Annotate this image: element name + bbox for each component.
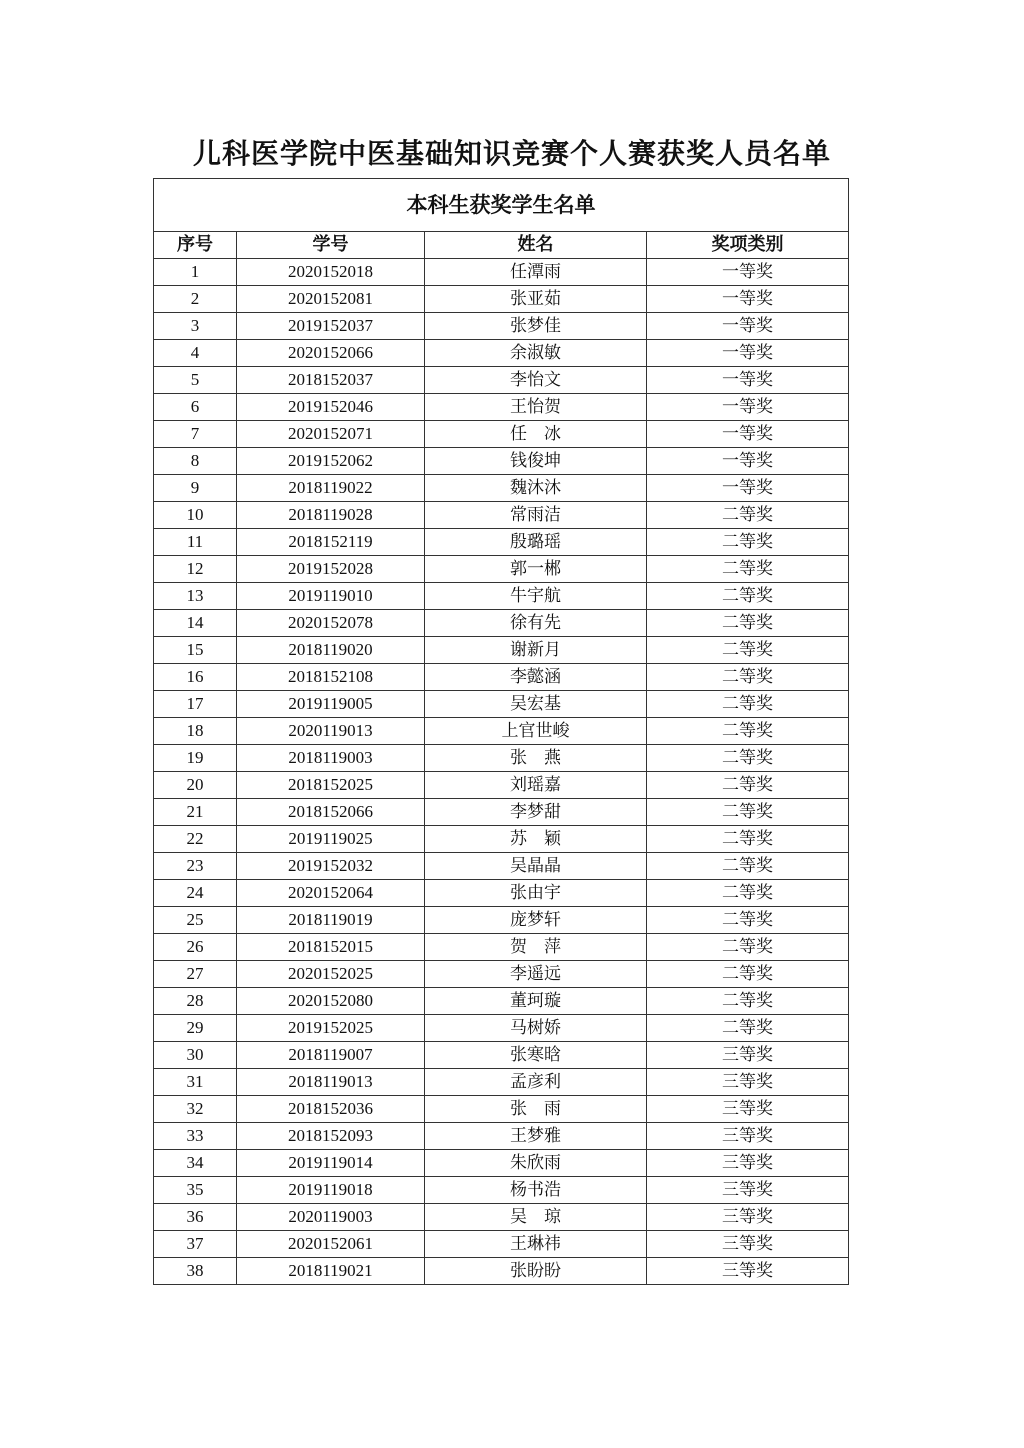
row-index: 11 bbox=[154, 529, 237, 556]
row-index: 18 bbox=[154, 718, 237, 745]
student-name: 苏 颖 bbox=[425, 826, 647, 853]
award-category: 一等奖 bbox=[647, 259, 849, 286]
table-row bbox=[154, 448, 849, 475]
row-index: 12 bbox=[154, 556, 237, 583]
student-name: 李怡文 bbox=[425, 367, 647, 394]
student-id: 2019119005 bbox=[237, 691, 425, 718]
row-index: 1 bbox=[154, 259, 237, 286]
student-name: 王梦雅 bbox=[425, 1123, 647, 1150]
student-name: 张由宇 bbox=[425, 880, 647, 907]
table-row bbox=[154, 556, 849, 583]
row-index: 15 bbox=[154, 637, 237, 664]
row-index: 29 bbox=[154, 1015, 237, 1042]
student-id: 2019152046 bbox=[237, 394, 425, 421]
table-row bbox=[154, 907, 849, 934]
student-name: 余淑敏 bbox=[425, 340, 647, 367]
award-category: 二等奖 bbox=[647, 745, 849, 772]
award-category: 二等奖 bbox=[647, 583, 849, 610]
student-id: 2018152037 bbox=[237, 367, 425, 394]
award-category: 二等奖 bbox=[647, 880, 849, 907]
student-id: 2020119003 bbox=[237, 1204, 425, 1231]
student-name: 贺 萍 bbox=[425, 934, 647, 961]
award-category: 二等奖 bbox=[647, 1015, 849, 1042]
student-id: 2018152015 bbox=[237, 934, 425, 961]
row-index: 14 bbox=[154, 610, 237, 637]
student-id: 2018152119 bbox=[237, 529, 425, 556]
student-id: 2019152028 bbox=[237, 556, 425, 583]
row-index: 20 bbox=[154, 772, 237, 799]
row-index: 4 bbox=[154, 340, 237, 367]
student-name: 殷璐瑶 bbox=[425, 529, 647, 556]
student-name: 张 燕 bbox=[425, 745, 647, 772]
student-id: 2019119018 bbox=[237, 1177, 425, 1204]
row-index: 38 bbox=[154, 1258, 237, 1285]
student-id: 2020152078 bbox=[237, 610, 425, 637]
student-name: 马树娇 bbox=[425, 1015, 647, 1042]
student-name: 刘瑶嘉 bbox=[425, 772, 647, 799]
student-name: 李遥远 bbox=[425, 961, 647, 988]
award-category: 二等奖 bbox=[647, 718, 849, 745]
table-row bbox=[154, 826, 849, 853]
row-index: 2 bbox=[154, 286, 237, 313]
row-index: 6 bbox=[154, 394, 237, 421]
award-category: 一等奖 bbox=[647, 367, 849, 394]
row-index: 3 bbox=[154, 313, 237, 340]
student-id: 2020152025 bbox=[237, 961, 425, 988]
column-header-row bbox=[154, 232, 849, 259]
award-category: 二等奖 bbox=[647, 853, 849, 880]
award-category: 二等奖 bbox=[647, 529, 849, 556]
table-row bbox=[154, 259, 849, 286]
student-id: 2018152066 bbox=[237, 799, 425, 826]
award-category: 二等奖 bbox=[647, 637, 849, 664]
table-row bbox=[154, 988, 849, 1015]
award-table-container bbox=[153, 178, 848, 1285]
student-name: 常雨洁 bbox=[425, 502, 647, 529]
student-name: 董珂璇 bbox=[425, 988, 647, 1015]
row-index: 28 bbox=[154, 988, 237, 1015]
row-index: 10 bbox=[154, 502, 237, 529]
award-category: 一等奖 bbox=[647, 421, 849, 448]
column-header-award: 奖项类别 bbox=[647, 232, 849, 259]
student-name: 徐有先 bbox=[425, 610, 647, 637]
award-category: 三等奖 bbox=[647, 1069, 849, 1096]
student-name: 任潭雨 bbox=[425, 259, 647, 286]
student-id: 2018119022 bbox=[237, 475, 425, 502]
table-row bbox=[154, 1204, 849, 1231]
award-category: 二等奖 bbox=[647, 664, 849, 691]
row-index: 26 bbox=[154, 934, 237, 961]
student-id: 2020119013 bbox=[237, 718, 425, 745]
award-category: 二等奖 bbox=[647, 961, 849, 988]
row-index: 21 bbox=[154, 799, 237, 826]
student-id: 2020152081 bbox=[237, 286, 425, 313]
student-name: 钱俊坤 bbox=[425, 448, 647, 475]
award-category: 三等奖 bbox=[647, 1204, 849, 1231]
row-index: 17 bbox=[154, 691, 237, 718]
student-name: 庞梦轩 bbox=[425, 907, 647, 934]
student-id: 2019152062 bbox=[237, 448, 425, 475]
row-index: 24 bbox=[154, 880, 237, 907]
award-category: 二等奖 bbox=[647, 934, 849, 961]
table-row bbox=[154, 1150, 849, 1177]
row-index: 13 bbox=[154, 583, 237, 610]
table-body bbox=[154, 259, 849, 1285]
student-name: 上官世峻 bbox=[425, 718, 647, 745]
table-row bbox=[154, 1042, 849, 1069]
student-name: 吴宏基 bbox=[425, 691, 647, 718]
student-id: 2020152080 bbox=[237, 988, 425, 1015]
table-row bbox=[154, 1096, 849, 1123]
table-row bbox=[154, 718, 849, 745]
student-name: 牛宇航 bbox=[425, 583, 647, 610]
table-row bbox=[154, 313, 849, 340]
row-index: 5 bbox=[154, 367, 237, 394]
student-id: 2018119021 bbox=[237, 1258, 425, 1285]
student-name: 杨书浩 bbox=[425, 1177, 647, 1204]
row-index: 25 bbox=[154, 907, 237, 934]
row-index: 36 bbox=[154, 1204, 237, 1231]
row-index: 22 bbox=[154, 826, 237, 853]
section-title-row bbox=[154, 179, 849, 232]
student-id: 2018119028 bbox=[237, 502, 425, 529]
award-category: 二等奖 bbox=[647, 988, 849, 1015]
row-index: 34 bbox=[154, 1150, 237, 1177]
row-index: 31 bbox=[154, 1069, 237, 1096]
table-row bbox=[154, 1231, 849, 1258]
student-id: 2020152066 bbox=[237, 340, 425, 367]
table-row bbox=[154, 1069, 849, 1096]
award-category: 三等奖 bbox=[647, 1123, 849, 1150]
award-category: 三等奖 bbox=[647, 1096, 849, 1123]
table-row bbox=[154, 1258, 849, 1285]
award-category: 三等奖 bbox=[647, 1042, 849, 1069]
document-title: 儿科医学院中医基础知识竞赛个人赛获奖人员名单 bbox=[192, 137, 831, 170]
table-row bbox=[154, 583, 849, 610]
table-row bbox=[154, 394, 849, 421]
student-name: 朱欣雨 bbox=[425, 1150, 647, 1177]
student-id: 2018152036 bbox=[237, 1096, 425, 1123]
row-index: 30 bbox=[154, 1042, 237, 1069]
column-header-student-id: 学号 bbox=[237, 232, 425, 259]
table-row bbox=[154, 529, 849, 556]
table-row bbox=[154, 340, 849, 367]
award-category: 三等奖 bbox=[647, 1177, 849, 1204]
table-row bbox=[154, 286, 849, 313]
column-header-index: 序号 bbox=[154, 232, 237, 259]
student-name: 谢新月 bbox=[425, 637, 647, 664]
award-category: 一等奖 bbox=[647, 448, 849, 475]
student-id: 2019152032 bbox=[237, 853, 425, 880]
award-category: 一等奖 bbox=[647, 475, 849, 502]
student-id: 2018119007 bbox=[237, 1042, 425, 1069]
row-index: 19 bbox=[154, 745, 237, 772]
table-row bbox=[154, 610, 849, 637]
table-row bbox=[154, 367, 849, 394]
row-index: 27 bbox=[154, 961, 237, 988]
student-name: 魏沐沐 bbox=[425, 475, 647, 502]
row-index: 8 bbox=[154, 448, 237, 475]
award-category: 一等奖 bbox=[647, 340, 849, 367]
student-id: 2019152025 bbox=[237, 1015, 425, 1042]
award-category: 三等奖 bbox=[647, 1258, 849, 1285]
table-row bbox=[154, 475, 849, 502]
student-id: 2018119020 bbox=[237, 637, 425, 664]
student-id: 2020152061 bbox=[237, 1231, 425, 1258]
award-category: 一等奖 bbox=[647, 394, 849, 421]
award-category: 二等奖 bbox=[647, 691, 849, 718]
student-name: 吴晶晶 bbox=[425, 853, 647, 880]
table-row bbox=[154, 691, 849, 718]
row-index: 35 bbox=[154, 1177, 237, 1204]
student-id: 2018119013 bbox=[237, 1069, 425, 1096]
student-id: 2018119003 bbox=[237, 745, 425, 772]
student-name: 张亚茹 bbox=[425, 286, 647, 313]
table-row bbox=[154, 1015, 849, 1042]
student-name: 王琳祎 bbox=[425, 1231, 647, 1258]
student-id: 2019152037 bbox=[237, 313, 425, 340]
student-name: 张寒晗 bbox=[425, 1042, 647, 1069]
table-row bbox=[154, 1177, 849, 1204]
row-index: 23 bbox=[154, 853, 237, 880]
student-id: 2018152108 bbox=[237, 664, 425, 691]
student-name: 张梦佳 bbox=[425, 313, 647, 340]
award-category: 二等奖 bbox=[647, 556, 849, 583]
section-title: 本科生获奖学生名单 bbox=[154, 179, 849, 232]
award-category: 二等奖 bbox=[647, 772, 849, 799]
award-category: 一等奖 bbox=[647, 313, 849, 340]
table-row bbox=[154, 502, 849, 529]
award-category: 二等奖 bbox=[647, 826, 849, 853]
student-name: 李懿涵 bbox=[425, 664, 647, 691]
row-index: 32 bbox=[154, 1096, 237, 1123]
award-category: 一等奖 bbox=[647, 286, 849, 313]
student-id: 2018152025 bbox=[237, 772, 425, 799]
table-row bbox=[154, 799, 849, 826]
row-index: 9 bbox=[154, 475, 237, 502]
student-name: 郭一郴 bbox=[425, 556, 647, 583]
row-index: 7 bbox=[154, 421, 237, 448]
table-row bbox=[154, 664, 849, 691]
student-name: 吴 琼 bbox=[425, 1204, 647, 1231]
student-name: 王怡贺 bbox=[425, 394, 647, 421]
table-row bbox=[154, 772, 849, 799]
table-row bbox=[154, 934, 849, 961]
award-category: 二等奖 bbox=[647, 610, 849, 637]
award-category: 二等奖 bbox=[647, 799, 849, 826]
student-id: 2020152064 bbox=[237, 880, 425, 907]
student-id: 2019119010 bbox=[237, 583, 425, 610]
table-row bbox=[154, 745, 849, 772]
award-category: 二等奖 bbox=[647, 907, 849, 934]
table-row bbox=[154, 880, 849, 907]
table-row bbox=[154, 421, 849, 448]
student-id: 2020152018 bbox=[237, 259, 425, 286]
student-name: 张 雨 bbox=[425, 1096, 647, 1123]
student-name: 孟彦利 bbox=[425, 1069, 647, 1096]
table-row bbox=[154, 853, 849, 880]
student-id: 2019119014 bbox=[237, 1150, 425, 1177]
student-id: 2018119019 bbox=[237, 907, 425, 934]
student-name: 李梦甜 bbox=[425, 799, 647, 826]
column-header-name: 姓名 bbox=[425, 232, 647, 259]
award-category: 三等奖 bbox=[647, 1231, 849, 1258]
student-name: 任 冰 bbox=[425, 421, 647, 448]
award-table bbox=[153, 178, 849, 1285]
student-id: 2018152093 bbox=[237, 1123, 425, 1150]
award-category: 三等奖 bbox=[647, 1150, 849, 1177]
row-index: 37 bbox=[154, 1231, 237, 1258]
row-index: 33 bbox=[154, 1123, 237, 1150]
table-row bbox=[154, 637, 849, 664]
student-id: 2019119025 bbox=[237, 826, 425, 853]
table-row bbox=[154, 1123, 849, 1150]
row-index: 16 bbox=[154, 664, 237, 691]
student-id: 2020152071 bbox=[237, 421, 425, 448]
award-category: 二等奖 bbox=[647, 502, 849, 529]
student-name: 张盼盼 bbox=[425, 1258, 647, 1285]
table-row bbox=[154, 961, 849, 988]
